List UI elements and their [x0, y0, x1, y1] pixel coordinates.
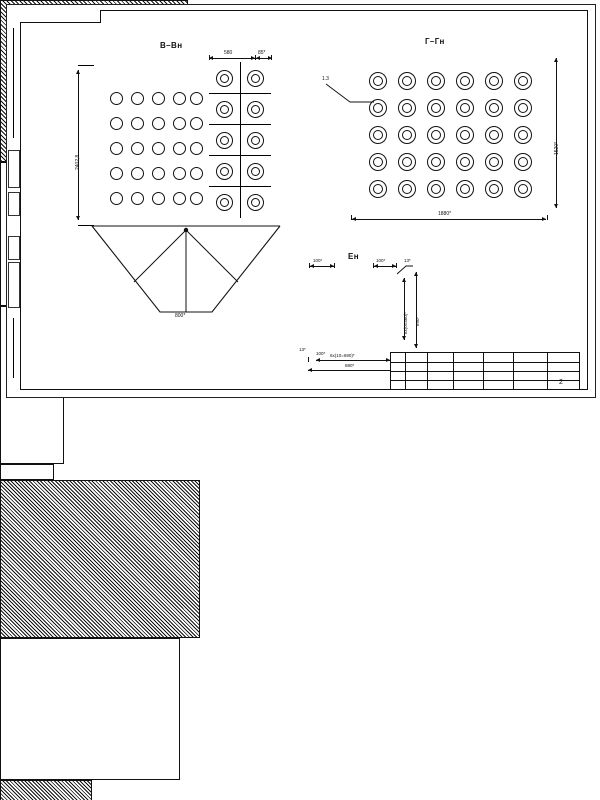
view-e-tick-b1 [308, 357, 309, 362]
view-e-dim-top-right-label: 13* [404, 258, 411, 263]
view-g-callout-leader [324, 82, 378, 112]
view-b-ext-1 [78, 65, 94, 66]
view-e-dim-bottom-left-label: 13* [299, 347, 306, 352]
view-e-tick-1 [309, 263, 310, 268]
view-e-title: Ен [348, 252, 359, 261]
view-g-dim-height-label: 1520* [554, 141, 560, 155]
sheet-border-inner [20, 10, 588, 390]
view-e-dim-top-left-label: 100* [313, 258, 323, 263]
view-e-tick-4 [396, 263, 397, 268]
view-b-hopper [88, 224, 284, 316]
margin-stub-1 [8, 150, 20, 188]
margin-stub-2 [8, 192, 20, 216]
view-e-dim-bottom-inner [316, 360, 390, 361]
view-e-dim-bottom-inner-label: 6x(10=690)* [330, 353, 355, 358]
view-b-dim-height [78, 70, 79, 220]
sheet-corner-notch [20, 10, 101, 23]
view-b-tick-2 [255, 55, 256, 60]
view-g-field [0, 638, 180, 780]
view-e-dim-top-left [310, 266, 334, 267]
view-g-tick-r [547, 215, 548, 220]
view-b-outlet-label: 800* [175, 313, 186, 319]
view-e-shell [0, 780, 92, 800]
view-e-tick-3 [373, 263, 374, 268]
view-b-title: В–Вн [160, 41, 183, 50]
view-b-outlet [0, 464, 54, 480]
view-e-tick-2 [334, 263, 335, 268]
view-g-tick-l [351, 215, 352, 220]
margin-rule [13, 28, 14, 138]
view-b-dim-580-label: 580 [224, 50, 233, 56]
title-block-sheet-number: 2 [559, 379, 563, 386]
view-b-dim-top-85 [256, 58, 272, 59]
view-g-shell [0, 480, 200, 638]
margin-rule-2 [13, 318, 14, 378]
view-b-tick-3 [271, 55, 272, 60]
view-g-dim-width [352, 219, 546, 220]
view-e-dim-top-mid [374, 266, 396, 267]
view-e-dim-bottom-outer [308, 370, 398, 371]
view-e-dim-bottom-small-label: 100* [316, 351, 326, 356]
view-g-dim-width-label: 1880* [438, 211, 452, 217]
view-e-dim-bottom-outer-label: 880* [345, 363, 355, 368]
view-b-dim-85-label: 85* [258, 50, 266, 56]
view-e-dim-right-outer [416, 272, 417, 348]
view-b-dim-top-580 [209, 58, 255, 59]
view-g-title: Г–Гн [425, 37, 445, 46]
view-b-tick-1 [209, 55, 210, 60]
view-e-leader-right [396, 262, 414, 276]
view-g-dim-height [556, 58, 557, 208]
view-b-dim-height-label: 2402,8 [75, 154, 81, 170]
title-block [390, 352, 580, 390]
margin-stub-4 [8, 262, 20, 308]
view-e-dim-right-outer-label: 690* [415, 316, 420, 326]
margin-stub-3 [8, 236, 20, 260]
view-g-callout-label: 1.3 [322, 76, 329, 82]
view-e-dim-right-inner-label: 6x(0=460)* [403, 311, 408, 334]
view-e-dim-top-mid-label: 100* [376, 258, 386, 263]
